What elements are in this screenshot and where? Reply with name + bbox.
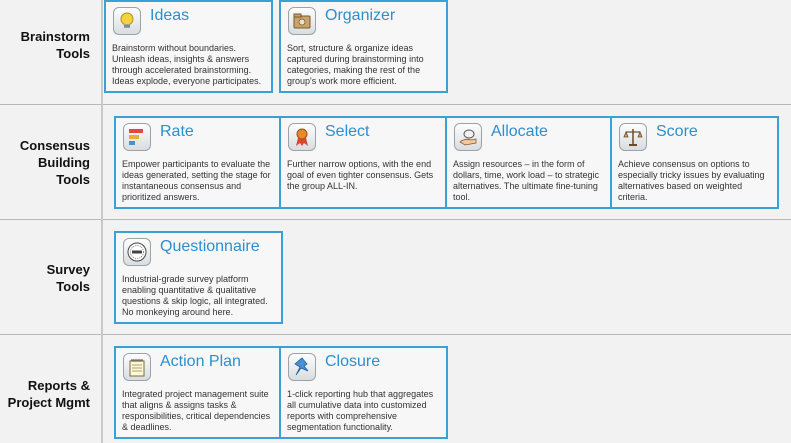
card-description: Brainstorm without boundaries. Unleash ideas, insights & answers through accelerated brainstorming. Ideas explode, everyone participates. (112, 43, 262, 86)
card-ideas[interactable] (104, 0, 273, 93)
bar-chart-icon (123, 123, 151, 151)
card-action-plan[interactable] (114, 346, 283, 439)
card-questionnaire[interactable] (114, 231, 283, 324)
card-title: Action Plan (160, 353, 241, 370)
row-label-reports: Reports & Project Mgmt (7, 378, 90, 410)
pin-icon (288, 353, 316, 381)
card-score[interactable] (610, 116, 779, 209)
hand-coin-icon (454, 123, 482, 151)
card-select[interactable] (279, 116, 448, 209)
column-divider (101, 0, 103, 443)
ribbon-icon (288, 123, 316, 151)
card-description: Sort, structure & organize ideas captured during brainstorming into categories, making the rest of the group's work more efficient. (287, 43, 424, 86)
row-label-survey: Survey Tools (46, 262, 90, 294)
folder-icon (288, 7, 316, 35)
stamp-icon (123, 238, 151, 266)
card-closure[interactable] (279, 346, 448, 439)
row-label-consensus: Consensus Building Tools (19, 138, 90, 187)
lightbulb-icon (113, 7, 141, 35)
card-title: Select (325, 123, 370, 140)
notepad-icon (123, 353, 151, 381)
card-description: Achieve consensus on options to especially tricky issues by evaluating alternatives based on weighted criteria. (618, 159, 765, 202)
card-title: Allocate (491, 123, 548, 140)
card-description: 1-click reporting hub that aggregates all cumulative data into customized reports with comprehensive segmentation functionality. (287, 389, 434, 432)
card-title: Score (656, 123, 698, 140)
card-description: Integrated project management suite that aligns & assigns tasks & responsibilities, critical dependencies & deadlines. (122, 389, 271, 432)
card-title: Ideas (150, 7, 190, 24)
card-description: Further narrow options, with the end goal of even tighter consensus. Gets the group ALL-IN. (287, 159, 434, 191)
card-allocate[interactable] (445, 116, 614, 209)
card-title: Organizer (325, 7, 396, 24)
card-description: Assign resources – in the form of dollars, time, work load – to strategic alternatives. The ultimate fine-tuning tool. (453, 159, 600, 202)
card-title: Questionnaire (160, 238, 260, 255)
card-description: Empower participants to evaluate the ideas generated, setting the stage for instantaneous consensus and prioritized answers. (122, 159, 271, 202)
row-label-brainstorm: Brainstorm Tools (20, 29, 90, 61)
card-organizer[interactable] (279, 0, 448, 93)
card-title: Closure (325, 353, 381, 370)
card-title: Rate (160, 123, 194, 140)
card-description: Industrial-grade survey platform enabling quantitative & qualitative questions & skip logic, all integrated. No monkeying around here. (122, 274, 268, 317)
card-rate[interactable] (114, 116, 283, 209)
scales-icon (619, 123, 647, 151)
